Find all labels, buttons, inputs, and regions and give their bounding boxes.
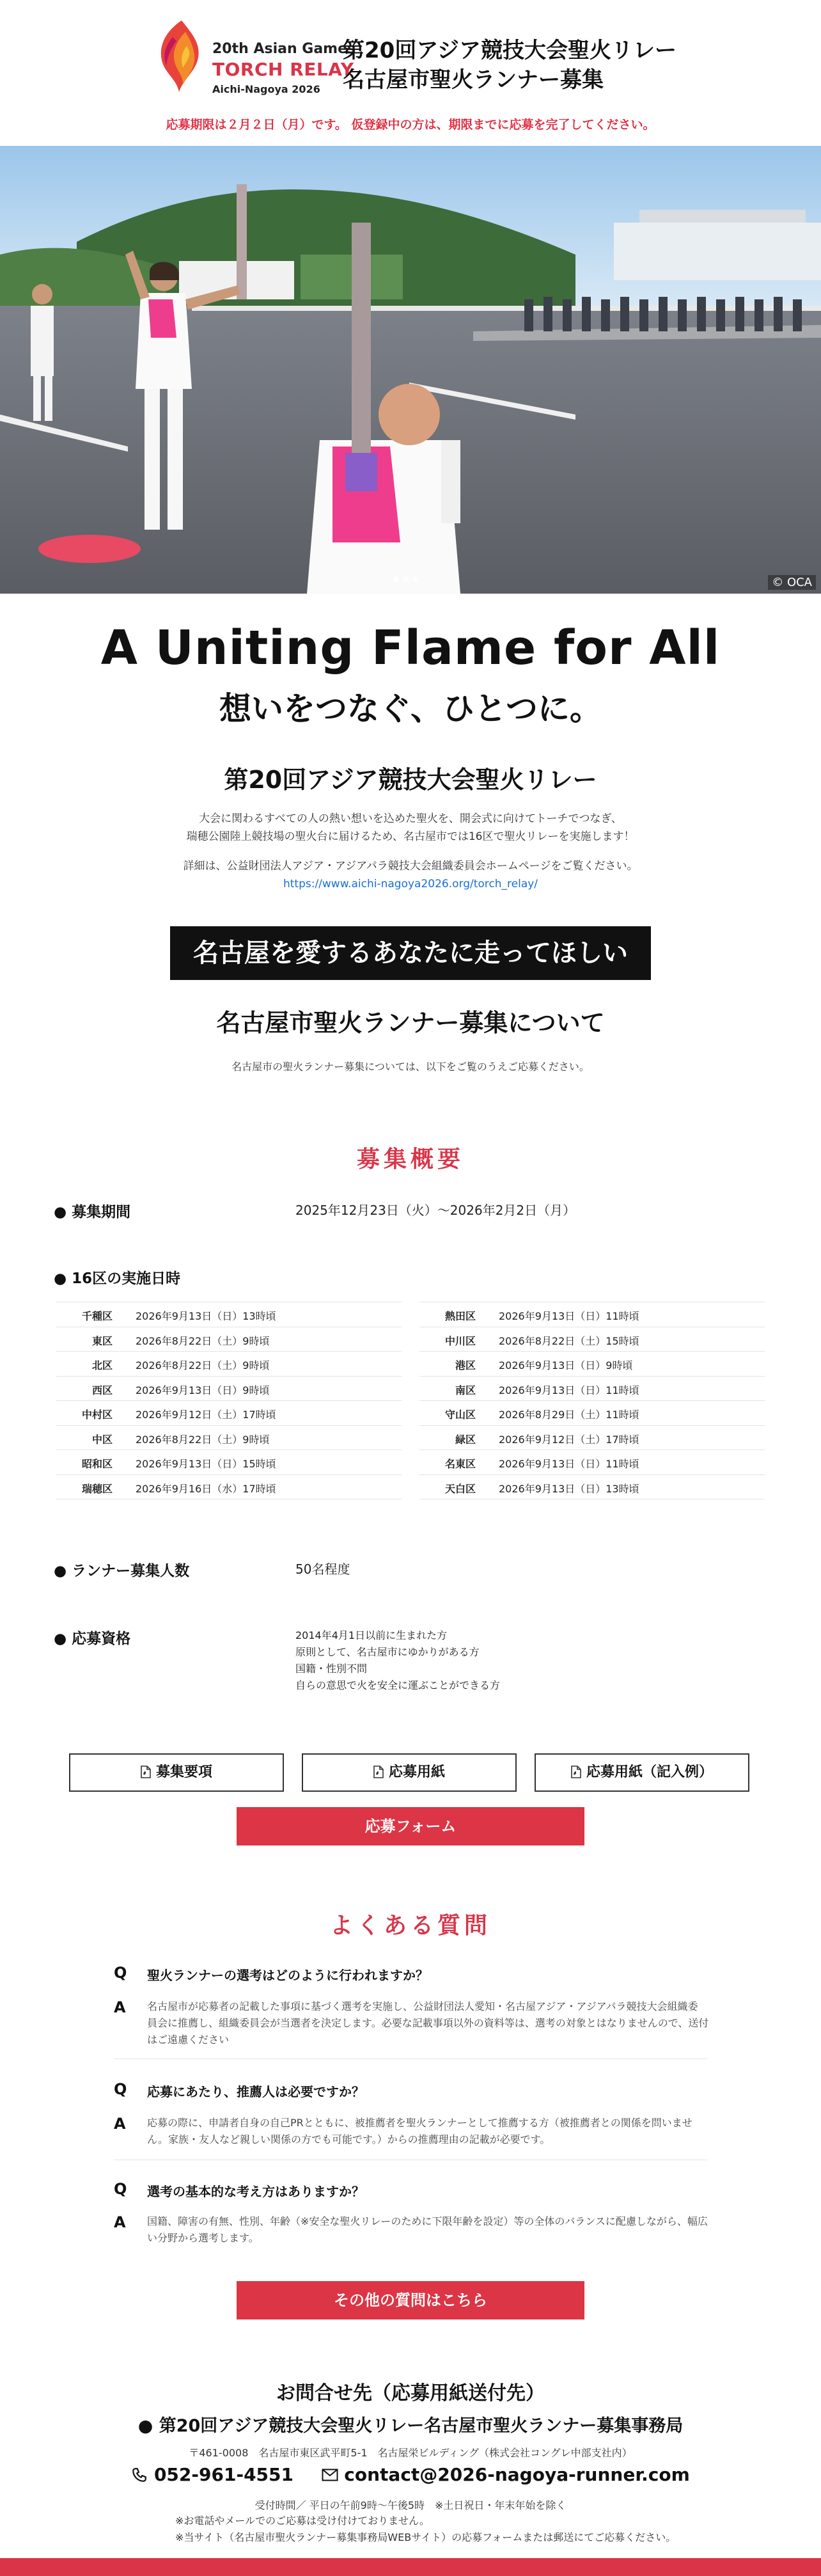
pdf-icon	[373, 1766, 384, 1778]
ward-name: 名東区	[444, 1458, 476, 1470]
faq-answer-line: ん。家族・友人など親しい関係の方でも可能です。）からの推薦理由の記載が必要です。	[147, 2133, 551, 2145]
ward-name: 中村区	[81, 1409, 113, 1421]
ward-row	[56, 1352, 402, 1377]
ward-row	[419, 1302, 765, 1327]
faq-q-mark: Q	[114, 2080, 127, 2098]
ward-time: 2026年9月13日（日）11時頃	[499, 1458, 639, 1470]
ward-row	[419, 1327, 765, 1352]
intro-line2: 瑞穂公園陸上競技場の聖火台に届けるため、名古屋市では16区で聖火リレーを実施します！	[186, 830, 635, 843]
ward-name: 千種区	[81, 1310, 113, 1322]
logo-text-torch: TORCH RELAY	[212, 59, 354, 80]
contact-phone-email	[0, 2464, 821, 2485]
ward-name: 守山区	[444, 1409, 476, 1421]
relay-heading: 第20回アジア競技大会聖火リレー	[224, 766, 597, 794]
faq-answer-line: 員会に推薦し、組織委員会が当選者を決定します。必要な記載事項以外の資料等は、選考の対象とはなりませんので、送付	[147, 2017, 709, 2029]
carousel-dot[interactable]	[403, 576, 409, 582]
faq-answer	[147, 1998, 708, 2048]
qualification-item: 原則として、名古屋市にゆかりがある方	[295, 1646, 480, 1658]
form-example-label: 応募用紙（記入例）	[586, 1764, 713, 1780]
mail-icon	[322, 2468, 338, 2482]
carousel-dot[interactable]	[393, 576, 399, 582]
faq-question: 聖火ランナーの選考はどのように行われますか？	[147, 1968, 428, 1983]
qualification-item: 2014年4月1日以前に生まれた方	[295, 1629, 448, 1641]
count-label: ● ランナー募集人数	[54, 1563, 190, 1579]
ward-row	[419, 1475, 765, 1500]
form-pdf-button[interactable]	[302, 1753, 517, 1792]
carousel-dots[interactable]	[391, 573, 420, 585]
ward-name: 熱田区	[444, 1310, 476, 1322]
ward-time: 2026年9月12日（土）17時頃	[499, 1433, 639, 1446]
tagline-jp: 想いをつなぐ、ひとつに。	[219, 690, 602, 727]
faq-title: よくある質問	[329, 1913, 491, 1939]
faq-q-mark: Q	[114, 1964, 127, 1982]
period-label: ● 募集期間	[54, 1204, 131, 1221]
contact-notes	[175, 2513, 676, 2546]
ward-time: 2026年8月29日（土）11時頃	[499, 1409, 639, 1421]
recruit-text: 名古屋市の聖火ランナー募集については、以下をご覧のうえご応募ください。	[231, 1061, 590, 1073]
ward-time: 2026年9月12日（土）17時頃	[136, 1409, 276, 1421]
contact-email[interactable]: contact@2026-nagoya-runner.com	[344, 2464, 690, 2485]
hero-carousel[interactable]	[0, 146, 821, 594]
faq-answer	[147, 2213, 708, 2247]
ward-row	[56, 1426, 402, 1451]
deadline-notice: 応募期限は２月２日（月）です。 仮登録中の方は、期限までに応募を完了してください。	[166, 118, 655, 132]
ward-name: 昭和区	[81, 1458, 113, 1470]
ward-name: 天白区	[444, 1482, 476, 1495]
qualification-item: 自らの意思で火を安全に運ぶことができる方	[295, 1679, 501, 1691]
ward-name: 中区	[91, 1433, 113, 1446]
wards-table-right	[419, 1302, 765, 1499]
ward-row	[56, 1401, 402, 1426]
ward-name: 緑区	[455, 1433, 476, 1446]
organizer-link[interactable]: https://www.aichi-nagoya2026.org/torch_relay/	[283, 878, 538, 890]
form-paper-label: 応募用紙	[388, 1764, 445, 1780]
ward-name: 北区	[91, 1359, 113, 1371]
ward-row	[419, 1352, 765, 1377]
header-title-line2: 名古屋市聖火ランナー募集	[343, 67, 604, 93]
pdf-icon	[571, 1766, 581, 1778]
ward-time: 2026年9月13日（日）13時頃	[499, 1482, 639, 1495]
guidelines-pdf-button[interactable]	[69, 1753, 284, 1792]
ward-row	[56, 1302, 402, 1327]
faq-answer-line: 応募の際に、申請者自身の自己PRとともに、被推薦者を聖火ランナーとして推薦する方（被推薦者との関係を問いませ	[147, 2117, 692, 2129]
contact-note: ※当サイト（名古屋市聖火ランナー募集事務局WEBサイト）の応募フォームまたは郵送にてご応募ください。	[175, 2531, 676, 2543]
message-banner: 名古屋を愛するあなたに走ってほしい	[170, 926, 651, 980]
ward-row	[419, 1426, 765, 1451]
guidelines-label: 募集要項	[155, 1764, 212, 1780]
faq-divider	[114, 2058, 707, 2059]
recruit-heading: 名古屋市聖火ランナー募集について	[216, 1009, 605, 1037]
faq-question: 応募にあたり、推薦人は必要ですか？	[147, 2084, 364, 2099]
photo-credit: © OCA	[768, 575, 816, 590]
faq-answer-line: 国籍、障害の有無、性別、年齢（※安全な聖火リレーのために下限年齢を設定）等の全体のバランスに配慮しながら、幅広	[147, 2215, 708, 2227]
carousel-dot[interactable]	[412, 576, 418, 582]
contact-address: 〒461-0008 名古屋市東区武平町5-1 名古屋栄ビルディング（株式会社コングレ中部支社内）	[189, 2447, 632, 2459]
logo-text-city: Aichi-Nagoya 2026	[212, 83, 320, 95]
faq-question: 選考の基本的な考え方はありますか？	[147, 2184, 364, 2199]
ward-name: 西区	[91, 1384, 113, 1396]
contact-org: ● 第20回アジア競技大会聖火リレー名古屋市聖火ランナー募集事務局	[137, 2416, 684, 2436]
contact-heading: お問合せ先（応募用紙送付先）	[276, 2382, 545, 2405]
qualification-item: 国籍・性別不問	[295, 1663, 368, 1675]
faq-answer-line: い分野から選考します。	[147, 2232, 259, 2244]
faq-answer	[147, 2115, 692, 2148]
details-text: 詳細は、公益財団法人アジア・アジアパラ競技大会組織委員会ホームページをご覧ください。	[183, 860, 638, 873]
faq-a-mark: A	[114, 2213, 126, 2231]
logo-text-games: 20th Asian Games	[212, 41, 356, 57]
ward-name: 瑞穂区	[81, 1482, 113, 1495]
period-value: 2025年12月23日（火）～2026年2月2日（月）	[295, 1203, 576, 1218]
ward-time: 2026年9月13日（日）11時頃	[499, 1384, 639, 1396]
faq-a-mark: A	[114, 1998, 126, 2016]
ward-time: 2026年9月13日（日）11時頃	[499, 1310, 639, 1322]
phone-icon	[131, 2467, 148, 2483]
ward-time: 2026年8月22日（土）9時頃	[136, 1433, 270, 1446]
faq-a-mark: A	[114, 2115, 126, 2133]
ward-time: 2026年9月13日（日）15時頃	[136, 1458, 276, 1470]
ward-name: 港区	[455, 1359, 476, 1371]
ward-time: 2026年9月16日（水）17時頃	[136, 1482, 276, 1495]
tagline-en: A Uniting Flame for All	[100, 620, 721, 676]
intro-line1: 大会に関わるすべての人の熱い想いを込めた聖火を、開会式に向けてトーチでつなぎ、	[199, 812, 622, 825]
wards-table-left	[56, 1302, 402, 1499]
apply-form-button[interactable]: 応募フォーム	[237, 1807, 584, 1845]
ward-time: 2026年9月13日（日）9時頃	[136, 1384, 270, 1396]
ward-time: 2026年8月22日（土）9時頃	[136, 1359, 270, 1371]
ward-row	[419, 1450, 765, 1475]
hero-torch-relay-photo	[0, 146, 821, 594]
contact-hours: 受付時間／ 平日の午前9時～午後5時 ※土日祝日・年末年始を除く	[254, 2499, 567, 2511]
ward-name: 東区	[91, 1334, 113, 1347]
ward-row	[56, 1450, 402, 1475]
qualification-list	[295, 1627, 500, 1694]
ward-row	[56, 1377, 402, 1402]
ward-name: 南区	[455, 1384, 476, 1396]
footer-bar	[0, 2558, 821, 2576]
pdf-icon	[141, 1766, 151, 1778]
header-title-line1: 第20回アジア競技大会聖火リレー	[343, 38, 676, 63]
ward-row	[56, 1475, 402, 1500]
details-paragraph	[0, 857, 821, 893]
wards-label: ● 16区の実施日時	[54, 1270, 181, 1287]
form-example-pdf-button[interactable]	[535, 1753, 749, 1792]
faq-answer-line: 名古屋市が応募者の記載した事項に基づく選考を実施し、公益財団法人愛知・名古屋アジア・アジアパラ競技大会組織委	[147, 2000, 698, 2012]
faq-q-mark: Q	[114, 2180, 127, 2198]
torch-relay-logo[interactable]	[153, 15, 356, 97]
ward-name: 中川区	[444, 1334, 476, 1347]
ward-time: 2026年8月22日（土）9時頃	[136, 1334, 270, 1347]
ward-row	[419, 1401, 765, 1426]
contact-phone[interactable]: 052-961-4551	[153, 2464, 294, 2485]
flame-logo-icon	[153, 18, 206, 93]
ward-time: 2026年8月22日（土）15時頃	[499, 1334, 639, 1347]
ward-row	[56, 1327, 402, 1352]
ward-time: 2026年9月13日（日）9時頃	[499, 1359, 633, 1371]
overview-title: 募集概要	[356, 1146, 464, 1173]
ward-row	[419, 1377, 765, 1402]
qualification-label: ● 応募資格	[54, 1631, 131, 1647]
count-value: 50名程度	[295, 1561, 350, 1577]
ward-time: 2026年9月13日（日）13時頃	[136, 1310, 276, 1322]
intro-paragraph	[0, 810, 821, 846]
more-faq-button[interactable]: その他の質問はこちら	[237, 2281, 584, 2319]
site-header	[0, 0, 821, 146]
header-title	[343, 36, 676, 95]
contact-note: ※お電話やメールでのご応募は受け付けておりません。	[175, 2515, 430, 2527]
faq-answer-line: はご遠慮ください	[147, 2034, 230, 2046]
